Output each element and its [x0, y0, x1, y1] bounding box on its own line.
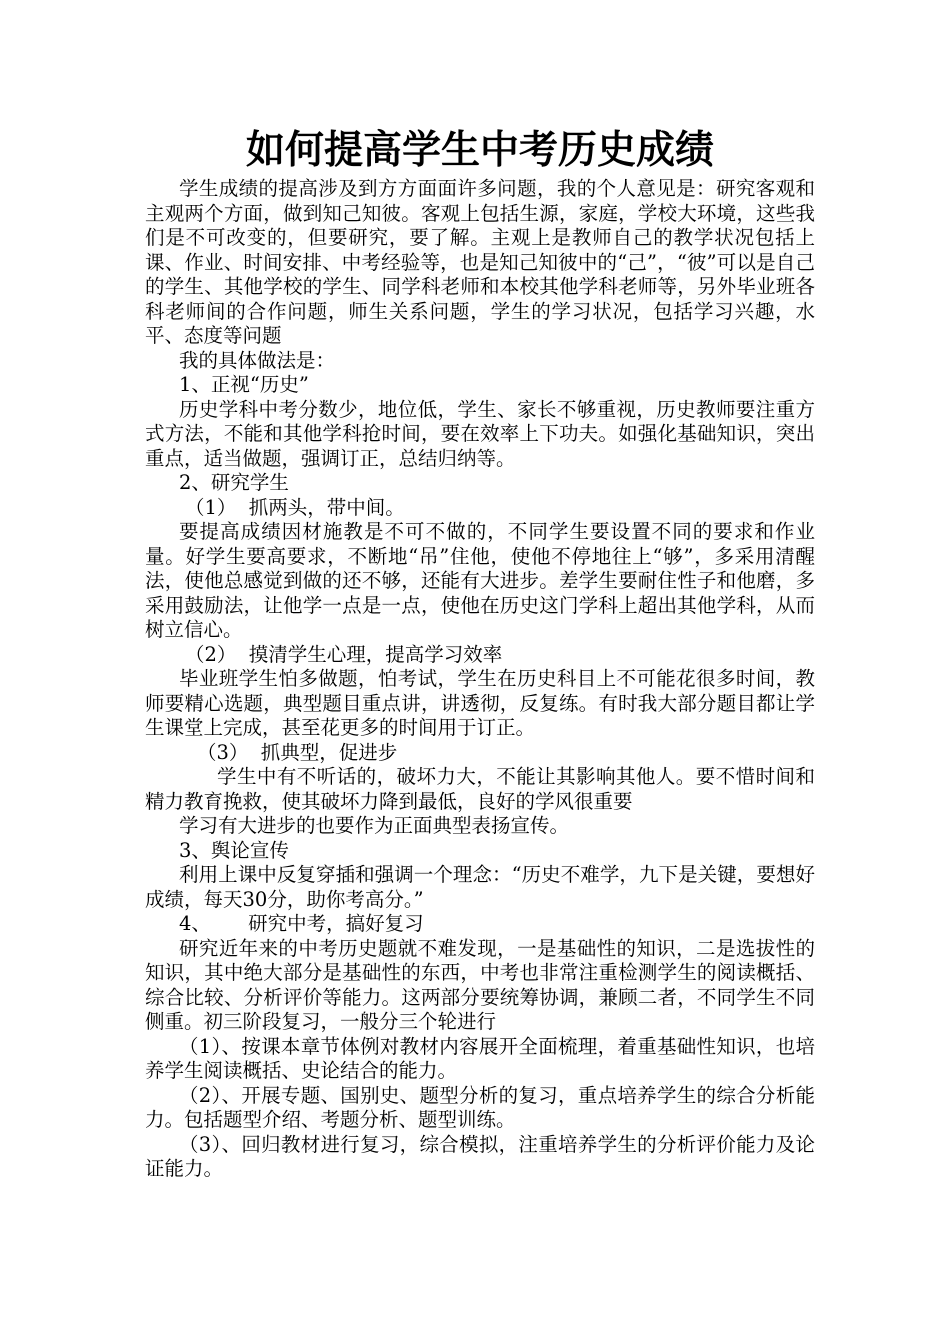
section-heading-1: 1、正视“历史”	[179, 373, 309, 396]
section-4-paragraph: 研究近年来的中考历史题就不难发现，一是基础性的知识，二是选拔性的知识，其中绝大部分是基础性的东西，中考也非常注重检测学生的阅读概括、综合比较、分析评价等能力。这两部分要统筹协调，兼顾二者，不同学生不同侧重。初三阶段复习，一般分三个轮进行	[145, 936, 815, 1033]
subsection-2-3-note: 学习有大进步的也要作为正面典型表扬宣传。	[179, 814, 570, 837]
intro-paragraph: 学生成绩的提高涉及到方方面面许多问题，我的个人意见是：研究客观和主观两个方面，做到知己知彼。客观上包括生源，家庭，学校大环境，这些我们是不可改变的，但要研究，要了解。主观上是教师自己的教学状况包括上课、作业、时间安排、中考经验等，也是知己知彼中的“己”，“彼”可以是自己的学生、其他学校的学生、同学科老师和本校其他学科老师等，另外毕业班各科老师间的合作问题，师生关系问题，学生的学习状况，包括学习兴趣，水平、态度等问题	[145, 177, 815, 347]
subsection-heading-2-2: （2） 摸清学生心理，提高学习效率	[185, 642, 503, 666]
subsection-heading-2-1: （1） 抓两头，带中间。	[185, 495, 405, 519]
section-1-paragraph: 历史学科中考分数少，地位低，学生、家长不够重视，历史教师要注重方式方法，不能和其他学科抢时间，要在效率上下功夫。如强化基础知识，突出重点，适当做题，强调订正，总结归纳等。	[145, 397, 815, 470]
method-intro: 我的具体做法是：	[179, 348, 336, 372]
review-round-3: （3）、回归教材进行复习，综合模拟，注重培养学生的分析评价能力及论证能力。	[145, 1132, 815, 1180]
review-round-1: （1）、按课本章节体例对教材内容展开全面梳理，着重基础性知识，也培养学生阅读概括、史论结合的能力。	[145, 1034, 815, 1082]
review-round-2: （2）、开展专题、国别史、题型分析的复习，重点培养学生的综合分析能力。包括题型介绍、考题分析、题型训练。	[145, 1083, 815, 1131]
subsection-heading-2-3: （3） 抓典型，促进步	[197, 740, 398, 764]
subsection-2-3-paragraph: 学生中有不听话的，破坏力大，不能让其影响其他人。要不惜时间和精力教育挽救，使其破坏力降到最低，良好的学风很重要	[145, 765, 815, 813]
section-heading-3: 3、舆论宣传	[179, 838, 289, 862]
document-title: 如何提高学生中考历史成绩	[245, 127, 714, 173]
section-heading-2: 2、研究学生	[179, 471, 289, 494]
subsection-2-1-paragraph: 要提高成绩因材施教是不可不做的，不同学生要设置不同的要求和作业量。好学生要高要求，不断地“吊”住他，使他不停地往上“够”，多采用清醒法，使他总感觉到做的还不够，还能有大进步。差学生要耐住性子和他磨，多采用鼓励法，让他学一点是一点，使他在历史这门学科上超出其他学科，从而树立信心。	[145, 520, 815, 641]
subsection-2-2-paragraph: 毕业班学生怕多做题，怕考试，学生在历史科目上不可能花很多时间，教师要精心选题，典型题目重点讲，讲透彻，反复练。有时我大部分题目都让学生课堂上完成，甚至花更多的时间用于订正。	[145, 667, 815, 739]
section-heading-4: 4、 研究中考，搞好复习	[179, 912, 424, 935]
document-page	[145, 125, 815, 1182]
section-3-paragraph: 利用上课中反复穿插和强调一个理念：“历史不难学，九下是关键，要想好成绩，每天30分，助你考高分。”	[145, 863, 815, 911]
